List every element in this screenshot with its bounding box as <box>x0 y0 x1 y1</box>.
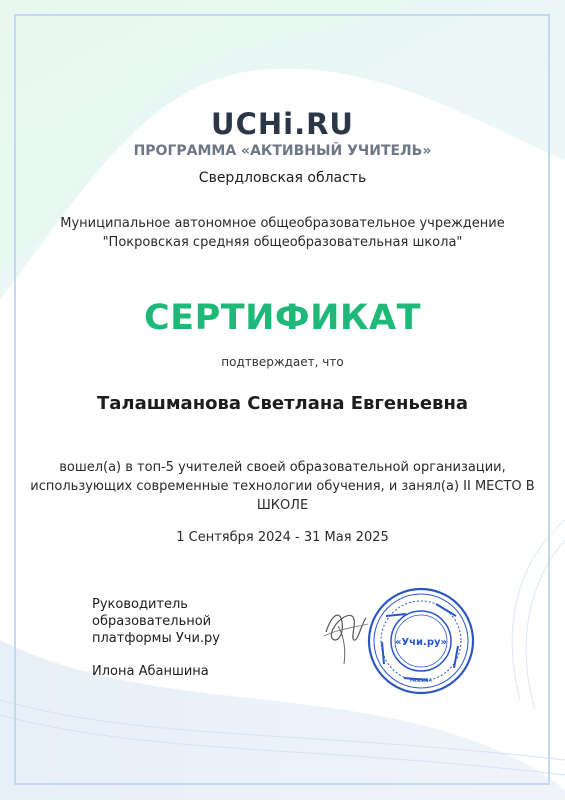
school-line-2: "Покровская средняя общеобразовательная школа" <box>102 235 463 250</box>
company-seal <box>366 586 476 696</box>
region: Свердловская область <box>198 170 367 186</box>
date-range: 1 Сентября 2024 - 31 Мая 2025 <box>176 530 389 545</box>
seal-city-text: МОСКВА <box>409 678 433 684</box>
signer-role-line-2: образовательной <box>92 614 212 629</box>
signer-role-line-1: Руководитель <box>92 597 188 612</box>
confirms-text: подтверждает, что <box>221 355 344 369</box>
achievement-description: вошел(а) в топ-5 учителей своей образовательной организации, использующих современные технологии обучения, и занял(а) II МЕСТО В ШКОЛЕ <box>30 460 535 513</box>
program-name: ПРОГРАММА «АКТИВНЫЙ УЧИТЕЛЬ» <box>133 143 432 159</box>
uchi-logo: UCHi.RU <box>211 107 354 141</box>
signer-name: Илона Абаншина <box>92 664 209 679</box>
school-line-1: Муниципальное автономное общеобразовательное учреждение <box>60 216 505 231</box>
seal-center-text: «Учи.ру» <box>395 637 447 648</box>
recipient-name: Талашманова Светлана Евгеньевна <box>96 393 469 414</box>
signer-role-line-3: платформы Учи.ру <box>92 631 221 646</box>
signer-role <box>92 596 220 647</box>
certificate-title: СЕРТИФИКАТ <box>144 298 421 338</box>
